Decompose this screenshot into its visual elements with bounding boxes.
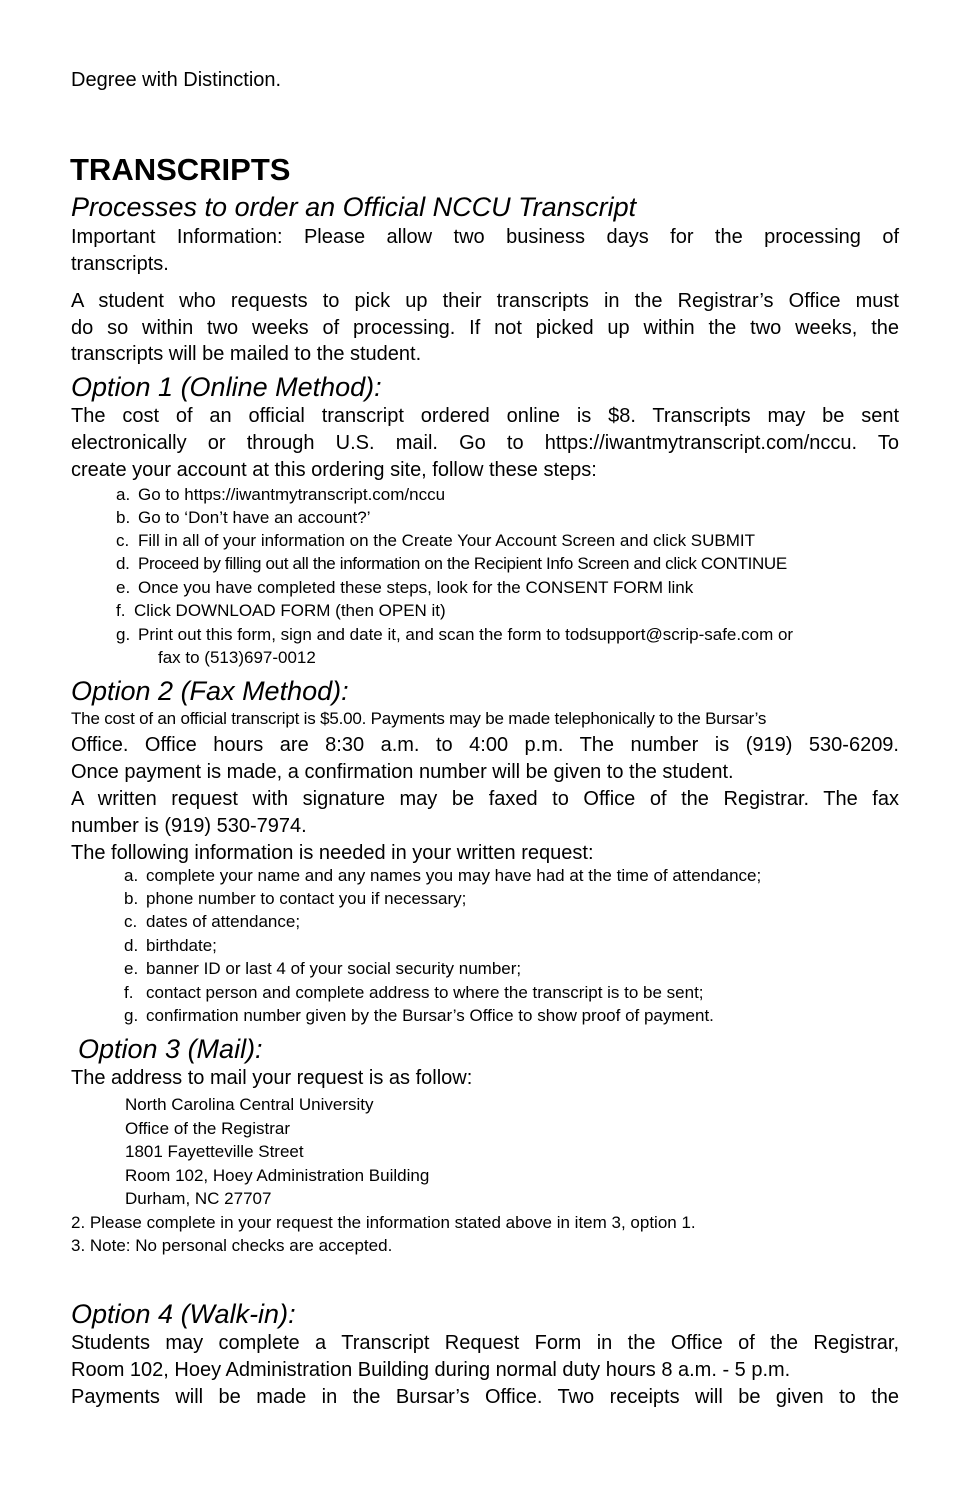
list-item: f. contact person and complete address to where the transcript is to be sent; — [124, 983, 704, 1002]
list-item: f. Click DOWNLOAD FORM (then OPEN it) — [116, 601, 446, 620]
option2-line: number is (919) 530-7974. — [71, 815, 307, 837]
pickup-paragraph-line: A student who requests to pick up their transcripts in the Registrar’s Office must — [71, 290, 899, 312]
list-item: d. Proceed by filling out all the information on the Recipient Info Screen and click CONTINUE — [116, 554, 787, 573]
option3-note: 2. Please complete in your request the information stated above in item 3, option 1. — [71, 1213, 696, 1232]
option1-intro-line: create your account at this ordering site, follow these steps: — [71, 459, 597, 481]
option2-cost-line: The cost of an official transcript is $5.00. Payments may be made telephonically to the Bursar’s — [71, 709, 767, 728]
option3-heading: Option 3 (Mail): — [78, 1034, 263, 1064]
list-item: b. phone number to contact you if necessary; — [124, 889, 467, 908]
address-line: North Carolina Central University — [125, 1095, 374, 1114]
important-info-line: Important Information: Please allow two business days for the processing of — [71, 226, 899, 248]
list-item: a. Go to https://iwantmytranscript.com/nccu — [116, 485, 446, 504]
option4-line: Students may complete a Transcript Request Form in the Office of the Registrar, — [71, 1332, 899, 1354]
option2-heading: Option 2 (Fax Method): — [71, 676, 349, 706]
list-item: e. banner ID or last 4 of your social security number; — [124, 959, 522, 978]
list-item: g. Print out this form, sign and date it, and scan the form to todsupport@scrip-safe.com or — [116, 625, 794, 644]
previous-text-fragment: Degree with Distinction. — [71, 69, 282, 91]
option1-intro-line: electronically or through U.S. mail. Go to https://iwantmytranscript.com/nccu. To — [71, 432, 899, 454]
option2-line: Office. Office hours are 8:30 a.m. to 4:00 p.m. The number is (919) 530-6209. — [71, 734, 899, 756]
address-line: 1801 Fayetteville Street — [125, 1142, 304, 1161]
section-subtitle: Processes to order an Official NCCU Transcript — [71, 192, 637, 222]
address-line: Room 102, Hoey Administration Building — [125, 1166, 430, 1185]
section-title: TRANSCRIPTS — [70, 152, 291, 187]
list-item: c. Fill in all of your information on the Create Your Account Screen and click SUBMIT — [116, 531, 756, 550]
important-info-line: transcripts. — [71, 253, 169, 275]
option2-line: Once payment is made, a confirmation number will be given to the student. — [71, 761, 734, 783]
list-item: c. dates of attendance; — [124, 912, 301, 931]
pickup-paragraph-line: do so within two weeks of processing. If not picked up within the two weeks, the — [71, 317, 899, 339]
list-item: d. birthdate; — [124, 936, 217, 955]
option3-intro: The address to mail your request is as follow: — [71, 1067, 473, 1089]
pickup-paragraph-line: transcripts will be mailed to the student. — [71, 343, 422, 365]
option1-intro-line: The cost of an official transcript ordered online is $8. Transcripts may be sent — [71, 405, 899, 427]
option2-line: A written request with signature may be faxed to Office of the Registrar. The fax — [71, 788, 899, 810]
option3-note: 3. Note: No personal checks are accepted. — [71, 1236, 393, 1255]
option4-line: Payments will be made in the Bursar’s Office. Two receipts will be given to the — [71, 1386, 899, 1408]
address-line: Office of the Registrar — [125, 1119, 291, 1138]
option4-line: Room 102, Hoey Administration Building during normal duty hours 8 a.m. - 5 p.m. — [71, 1359, 791, 1381]
option2-line: The following information is needed in your written request: — [71, 842, 594, 864]
option4-heading: Option 4 (Walk-in): — [71, 1299, 296, 1329]
list-item-continuation: fax to (513)697-0012 — [158, 648, 316, 667]
address-line: Durham, NC 27707 — [125, 1189, 272, 1208]
list-item: g. confirmation number given by the Bursar’s Office to show proof of payment. — [124, 1006, 714, 1025]
option1-heading: Option 1 (Online Method): — [71, 372, 382, 402]
list-item: a. complete your name and any names you may have had at the time of attendance; — [124, 866, 762, 885]
list-item: e. Once you have completed these steps, look for the CONSENT FORM link — [116, 578, 694, 597]
list-item: b. Go to ‘Don’t have an account?’ — [116, 508, 371, 527]
